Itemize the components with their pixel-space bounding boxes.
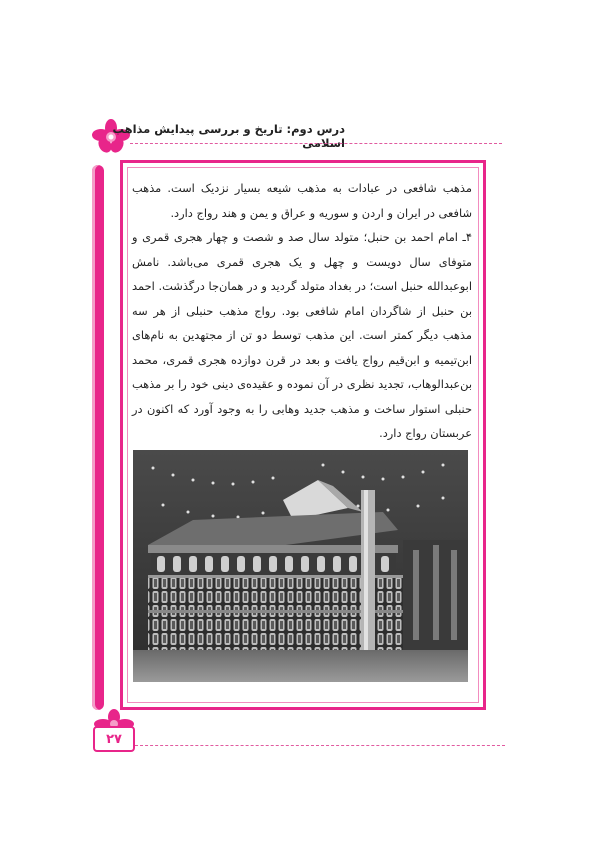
paragraph-ahmad-ibn-hanbal: ۴ـ امام احمد بن حنبل؛ متولد سال صد و شصت و چهار هجری قمری و متوفای سال دویست و چهل و یک هجری قمری می‌باشد. نامش ابوعبدالله حنبل است؛ در بغداد متولد گردید و در همان‌جا درگذشت. احمد بن حنبل از شاگردان امام شافعی بود. رواج مذهب حنبلی از هر سه مذهب دیگر کمتر است. این مذهب توسط دو تن از مجتهدین به نام‌های ابن‌تیمیه و ابن‌قیم رواج یافت و بعد در قرن دوازده هجری قمری، محمد بن‌عبدالوهاب، تجدید نظری در آن نموده و عقیده‌ی دینی خود را بر مذهب حنبلی استوار ساخت و مذهب جدید وهابی را به وجود آورد که اکنون در عربستان رواج دارد. — [132, 230, 472, 440]
header-divider — [130, 143, 502, 144]
footer-divider — [135, 745, 505, 746]
lesson-header-title: درس دوم: تاریخ و بررسی پیدایش مذاهب اسلامی — [112, 122, 345, 150]
paragraph-shafii: مذهب شافعی در عبادات به مذهب شیعه بسیار نزدیک است. مذهب شافعی در ایران و اردن و سوریه و عراق و یمن و هند رواج دارد. — [132, 181, 472, 220]
page-number: ۲۷ — [93, 726, 135, 752]
body-text — [132, 176, 472, 446]
side-accent-bar — [92, 165, 104, 710]
shrine-photo — [133, 450, 468, 682]
